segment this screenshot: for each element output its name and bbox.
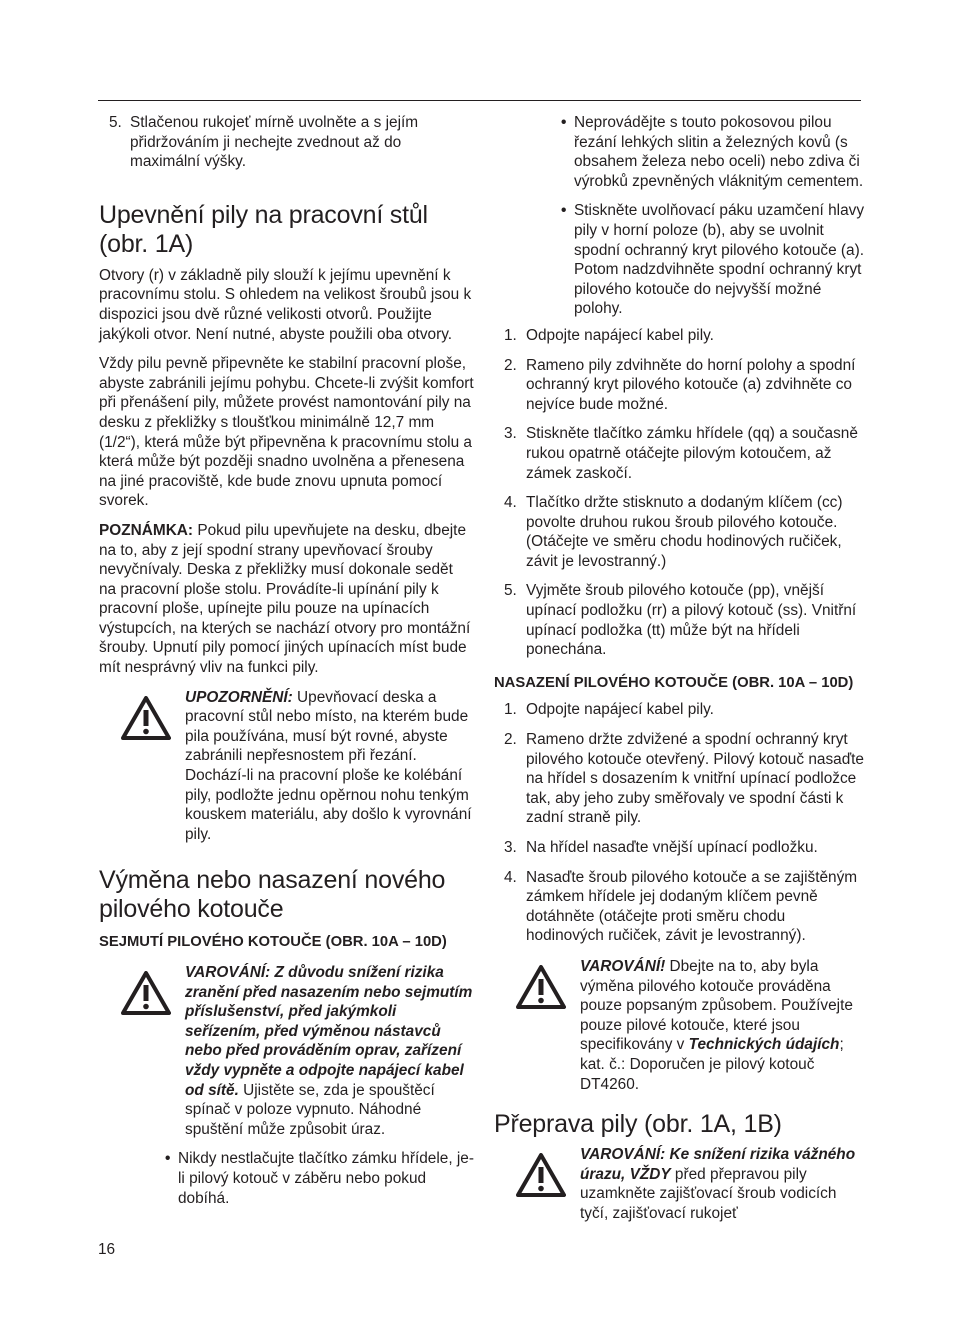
caution-block — [99, 688, 474, 845]
caution-body: Upevňovací deska a pracovní stůl nebo místo, na kterém bude pila používána, musí být rovné, abyste zabránili nepřesnostem při řezání. Dochází-li na pracovní ploše ke kolébání pily, podložte jednu opěrnou nohu tenkým kouskem materiálu, aby došlo k vyrovnání pily. — [185, 688, 472, 843]
list-item — [494, 730, 866, 828]
list-number: 3. — [504, 839, 517, 856]
list-item — [494, 700, 866, 720]
bullet-mark: • — [561, 114, 567, 131]
bullet-mark: • — [165, 1150, 171, 1168]
list-text: Stlačenou rukojeť mírně uvolněte a s jejím přidržováním ji nechejte zvednout až do maximální výšky. — [130, 114, 419, 171]
list-number: 4. — [504, 494, 517, 512]
list-number: 5. — [109, 114, 122, 131]
list-item — [494, 493, 866, 571]
bullet-item — [99, 1149, 474, 1208]
bullet-mark: • — [561, 202, 567, 220]
warning-bold-text: VAROVÁNÍ: Ke snížení rizika vážného úrazu, VŽDY — [580, 1146, 856, 1183]
warning-block-removal — [99, 963, 474, 1139]
list-text: Tlačítko držte stisknuto a dodaným klíčem (cc) povolte druhou rukou šroub pilového kotouče. (Otáčejte ve směru chodu hodinových ručiček, závit je levostranný.) — [526, 494, 843, 570]
warning-body: Dbejte na to, aby byla výměna pilového kotouče prováděna pouze popsaným způsobem. Používejte pouze pilové kotouče, které jsou specifikovány v — [580, 957, 853, 1054]
list-item — [494, 356, 866, 415]
warning-triangle-icon — [516, 1153, 566, 1197]
list-text: Rameno pily zdvihněte do horní polohy a spodní ochranný kryt pilového kotouče (a) zdvihněte co nejvíce bude možné. — [526, 356, 856, 413]
warning-bold-text: VAROVÁNÍ: Z důvodu snížení rizika zranění před nasazením nebo sejmutím příslušenství, před jakýmkoli seřízením, před výměnou nástavců nebo před prováděním oprav, zařízení vždy vypněte a odpojte napájecí kabel od sítě. — [185, 964, 473, 1099]
warning-triangle-icon — [516, 965, 566, 1009]
warning-text — [580, 1145, 866, 1223]
note-paragraph — [99, 521, 474, 678]
warning-triangle-icon — [121, 971, 171, 1015]
list-item — [494, 868, 866, 946]
bullet-text: Stiskněte uvolňovací páku uzamčení hlavy pily v horní poloze (b), aby se uvolnit spodní ochranný kryt pilového kotouče (a). Potom nadzdvihněte spodní ochranný kryt pilového kotouče do nejvyšší možné polohy. — [574, 202, 865, 318]
left-column — [99, 113, 474, 1208]
warning-block-transport — [494, 1145, 866, 1223]
list-item — [494, 838, 866, 858]
section-heading-transport: Přeprava pily (obr. 1A, 1B) — [494, 1110, 782, 1139]
paragraph-mounting-holes: Otvory (r) v základně pily slouží k jejímu upevnění k pracovnímu stolu. S ohledem na velikost šroubů jsou k dispozici jsou dvě různé velikosti otvorů. Použijte jakýkoli otvor. Není nutné, abyste použili oba otvory. — [99, 266, 472, 343]
list-number: 2. — [504, 731, 517, 749]
bullet-text: Neprovádějte s touto pokosovou pilou řezání lehkých slitin a železných kovů (s obsahem železa nebo oceli) nebo zdiva či výrobků zpevněných vláknitým cementem. — [574, 114, 864, 190]
warning-text — [580, 957, 866, 1094]
list-text: Na hřídel nasaďte vnější upínací podložku. — [526, 839, 818, 856]
bullet-item — [494, 201, 866, 319]
list-text: Odpojte napájecí kabel pily. — [526, 701, 714, 719]
warning-icon-box — [494, 1145, 580, 1223]
warning-triangle-icon — [121, 696, 171, 740]
warning-label: VAROVÁNÍ! — [580, 957, 666, 975]
warning-icon-box — [494, 957, 580, 1094]
note-text: Pokud pilu upevňujete na desku, dbejte na to, aby z její spodní strany upevňovací šrouby nevyčnívaly. Deska z překližky musí dokonale sedět na pracovní ploše stolu. Provádíte-li upínání pily k pracovní ploše, upínejte pilu pouze na upínacích výstupcích, na kterých se nachází otvory pro montážní šrouby. Upnutí pily pomocí jiných upínacích míst bude mít nesprávný vliv na funkci pily. — [99, 521, 471, 677]
list-item — [494, 326, 866, 346]
list-text: Odpojte napájecí kabel pily. — [526, 326, 714, 344]
header-rule — [98, 100, 861, 101]
subheading-removal: SEJMUTÍ PILOVÉHO KOTOUČE (OBR. 10A – 10D) — [99, 934, 447, 951]
caution-text — [185, 688, 474, 845]
list-number: 4. — [504, 868, 517, 886]
page-number: 16 — [98, 1241, 116, 1258]
warning-body-end: ; kat. č.: Doporučen je pilový kotouč DT4260. — [580, 1036, 844, 1093]
list-item — [99, 113, 474, 172]
list-text: Nasaďte šroub pilového kotouče a se zajištěným zámkem hřídele jej dodaným klíčem pevně dotáhněte (otáčejte proti směru chodu hodinových ručiček, závit je levostranný). — [526, 868, 858, 945]
warning-reference: Technických údajích — [688, 1036, 840, 1054]
caution-label: UPOZORNĚNÍ: — [185, 688, 293, 706]
list-item — [494, 581, 866, 659]
warning-body: před přepravou pily uzamkněte zajišťovací šroub vodicích tyčí, zajišťovací rukojeť — [580, 1165, 837, 1222]
list-number: 3. — [504, 425, 517, 443]
list-item — [494, 424, 866, 483]
list-number: 1. — [504, 701, 517, 719]
right-column — [494, 113, 866, 1224]
paragraph-mounting-stable: Vždy pilu pevně připevněte ke stabilní pracovní ploše, abyste zabránili jejímu pohybu. Chcete-li zvýšit komfort při přenášení pily, můžete provést namontování pily na desku z překližky s tloušťkou minimálně 12,7 mm (1/2“), která může být připevněna k pracovnímu stolu a která může být později snadno uvolněna a přenesena na jiné pracoviště, kde bude znovu upnuta pomocí svorek. — [99, 355, 474, 510]
subheading-installation: NASAZENÍ PILOVÉHO KOTOUČE (OBR. 10A – 10D) — [494, 674, 854, 691]
list-number: 5. — [504, 582, 517, 600]
note-label: POZNÁMKA: — [99, 521, 194, 539]
list-number: 2. — [504, 356, 517, 374]
section-heading-blade: Výměna nebo nasazení nového pilového kotouče — [99, 866, 446, 924]
list-text: Vyjměte šroub pilového kotouče (pp), vnější upínací podložku (rr) a pilový kotouč (ss). Vnitřní upínací podložka (tt) může být na hřídeli ponechána. — [526, 582, 857, 659]
list-text: Rameno držte zdvižené a spodní ochranný kryt pilového kotouče otevřený. Pilový kotouč nasaďte na hřídel s dosazením k vnitřní upínací podložce tak, aby jeho zuby směřovaly ve spodní části k zadní straně pily. — [526, 731, 864, 827]
caution-icon-box — [99, 688, 185, 845]
warning-icon-box — [99, 963, 185, 1139]
warning-body: Ujistěte se, zda je spouštěcí spínač v poloze vypnuto. Náhodné spuštění může způsobit úraz. — [185, 1081, 435, 1138]
warning-block-installation — [494, 957, 866, 1094]
bullet-text: Nikdy nestlačujte tlačítko zámku hřídele, je-li pilový kotouč v záběru nebo pokud dobíhá. — [178, 1150, 474, 1207]
list-text: Stiskněte tlačítko zámku hřídele (qq) a současně rukou opatrně otáčejte pilovým kotoučem, až zámek zaskočí. — [526, 425, 858, 482]
section-heading-mounting: Upevnění pily na pracovní stůl (obr. 1A) — [99, 200, 428, 258]
warning-text — [185, 963, 474, 1139]
bullet-item — [494, 113, 866, 191]
list-number: 1. — [504, 326, 517, 344]
